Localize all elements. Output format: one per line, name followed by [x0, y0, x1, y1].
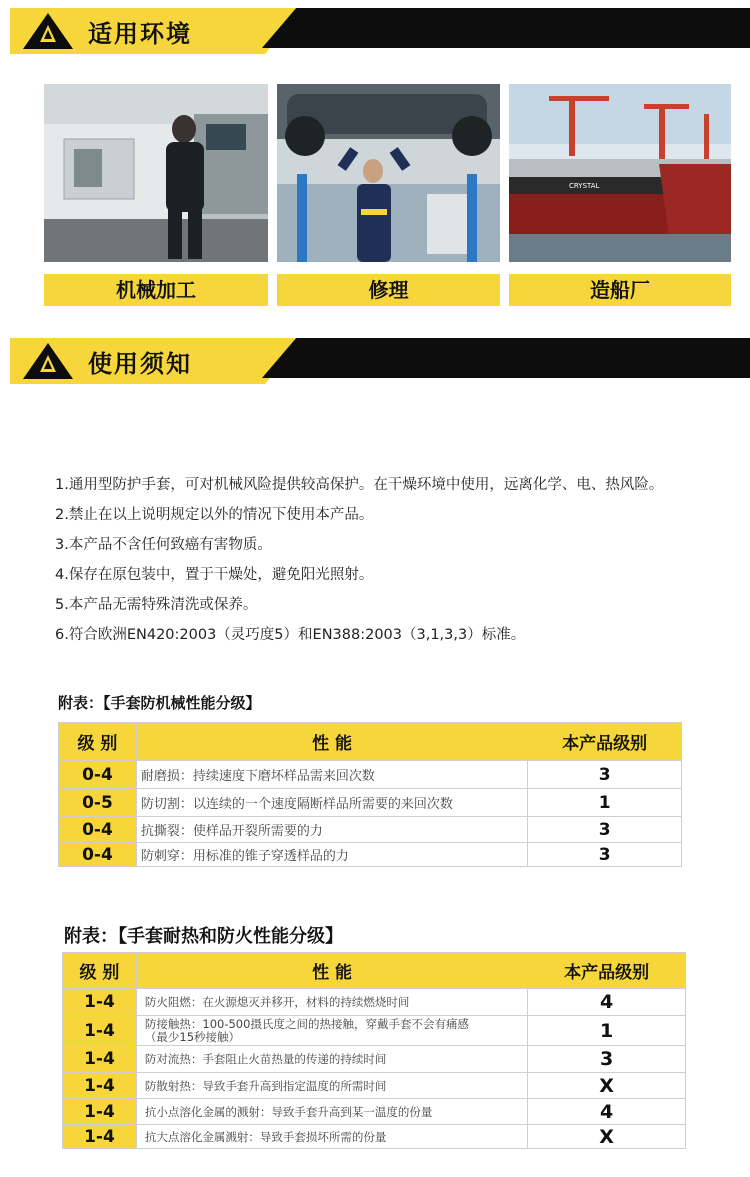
grade-cell: 1-4 [63, 1099, 137, 1125]
table-header-row [63, 953, 686, 989]
level-cell: X [528, 1073, 686, 1099]
performance-cell: 防对流热：手套阻止火苗热量的传递的持续时间 [136, 1046, 527, 1073]
header-performance: 性 能 [136, 953, 527, 989]
grade-cell: 0-5 [59, 789, 137, 817]
caption-repair: 修理 [277, 274, 500, 306]
table-row [63, 1073, 686, 1099]
performance-cell: 耐磨损：持续速度下磨坏样品需来回次数 [136, 761, 527, 789]
table-row [63, 1125, 686, 1149]
car-repair-photo [277, 84, 500, 262]
section-title: 使用须知 [88, 350, 192, 378]
brand-triangle-logo-icon [22, 12, 74, 50]
performance-cell: 防刺穿：用标准的锥子穿透样品的力 [136, 843, 527, 867]
header-product-level: 本产品级别 [528, 953, 686, 989]
table-row [63, 989, 686, 1016]
shipyard-photo [509, 84, 731, 262]
brand-triangle-logo-icon [22, 342, 74, 380]
grade-cell: 1-4 [63, 1125, 137, 1149]
performance-cell [136, 1016, 527, 1046]
heat-fire-performance-table [62, 952, 686, 1149]
level-cell: 3 [528, 1046, 686, 1073]
grade-cell: 1-4 [63, 1073, 137, 1099]
mechanical-performance-table [58, 722, 682, 867]
table1-title: 附表：【手套防机械性能分级】 [58, 694, 261, 712]
grade-cell: 1-4 [63, 989, 137, 1016]
level-cell: 4 [528, 1099, 686, 1125]
table-row [59, 817, 682, 843]
section-banner-environment [0, 0, 750, 62]
table2-title: 附表：【手套耐热和防火性能分级】 [64, 926, 343, 947]
table-row [59, 761, 682, 789]
header-grade: 级 别 [63, 953, 137, 989]
performance-cell: 抗大点溶化金属溅射：导致手套损坏所需的份量 [136, 1125, 527, 1149]
grade-cell: 0-4 [59, 817, 137, 843]
ship-name-label: CRYSTAL [569, 182, 600, 190]
note-item: 5.本产品无需特殊清洗或保养。 [55, 597, 258, 613]
header-performance: 性 能 [136, 723, 527, 761]
table-header-row [59, 723, 682, 761]
level-cell: 3 [528, 817, 682, 843]
performance-note: （最少15秒接触） [144, 1029, 241, 1044]
level-cell: 1 [528, 789, 682, 817]
note-item: 4.保存在原包装中，置于干燥处，避免阳光照射。 [55, 567, 374, 583]
note-item: 2.禁止在以上说明规定以外的情况下使用本产品。 [55, 507, 374, 523]
grade-cell: 1-4 [63, 1046, 137, 1073]
performance-text: 防接触热：100-500摄氏度之间的热接触，穿戴手套不会有痛感 [144, 1016, 469, 1031]
note-item: 3.本产品不含任何致癌有害物质。 [55, 537, 272, 553]
header-product-level: 本产品级别 [528, 723, 682, 761]
performance-cell: 防切割：以连续的一个速度隔断样品所需要的来回次数 [136, 789, 527, 817]
section-banner-notice [0, 330, 750, 392]
note-item: 6.符合欧洲EN420:2003（灵巧度5）和EN388:2003（3,1,3,3）标准。 [55, 627, 526, 643]
table-row [63, 1046, 686, 1073]
performance-cell: 防散射热：导致手套升高到指定温度的所需时间 [136, 1073, 527, 1099]
cnc-machine-photo [44, 84, 268, 262]
level-cell: 1 [528, 1016, 686, 1046]
level-cell: 3 [528, 843, 682, 867]
caption-shipyard: 造船厂 [509, 274, 731, 306]
table-row [63, 1099, 686, 1125]
performance-cell: 防火阻燃：在火源熄灭并移开，材料的持续燃烧时间 [136, 989, 527, 1016]
caption-machining: 机械加工 [44, 274, 268, 306]
section-title: 适用环境 [88, 20, 192, 48]
table-row [59, 843, 682, 867]
table-row [63, 1016, 686, 1046]
level-cell: X [528, 1125, 686, 1149]
performance-cell: 抗小点溶化金属的溅射：导致手套升高到某一温度的份量 [136, 1099, 527, 1125]
usage-notes [55, 470, 725, 650]
grade-cell: 0-4 [59, 761, 137, 789]
table-row [59, 789, 682, 817]
note-item: 1.通用型防护手套，可对机械风险提供较高保护。在干燥环境中使用，远离化学、电、热风险。 [55, 477, 664, 493]
header-grade: 级 别 [59, 723, 137, 761]
performance-cell: 抗撕裂：使样品开裂所需要的力 [136, 817, 527, 843]
level-cell: 3 [528, 761, 682, 789]
grade-cell: 0-4 [59, 843, 137, 867]
grade-cell: 1-4 [63, 1016, 137, 1046]
level-cell: 4 [528, 989, 686, 1016]
